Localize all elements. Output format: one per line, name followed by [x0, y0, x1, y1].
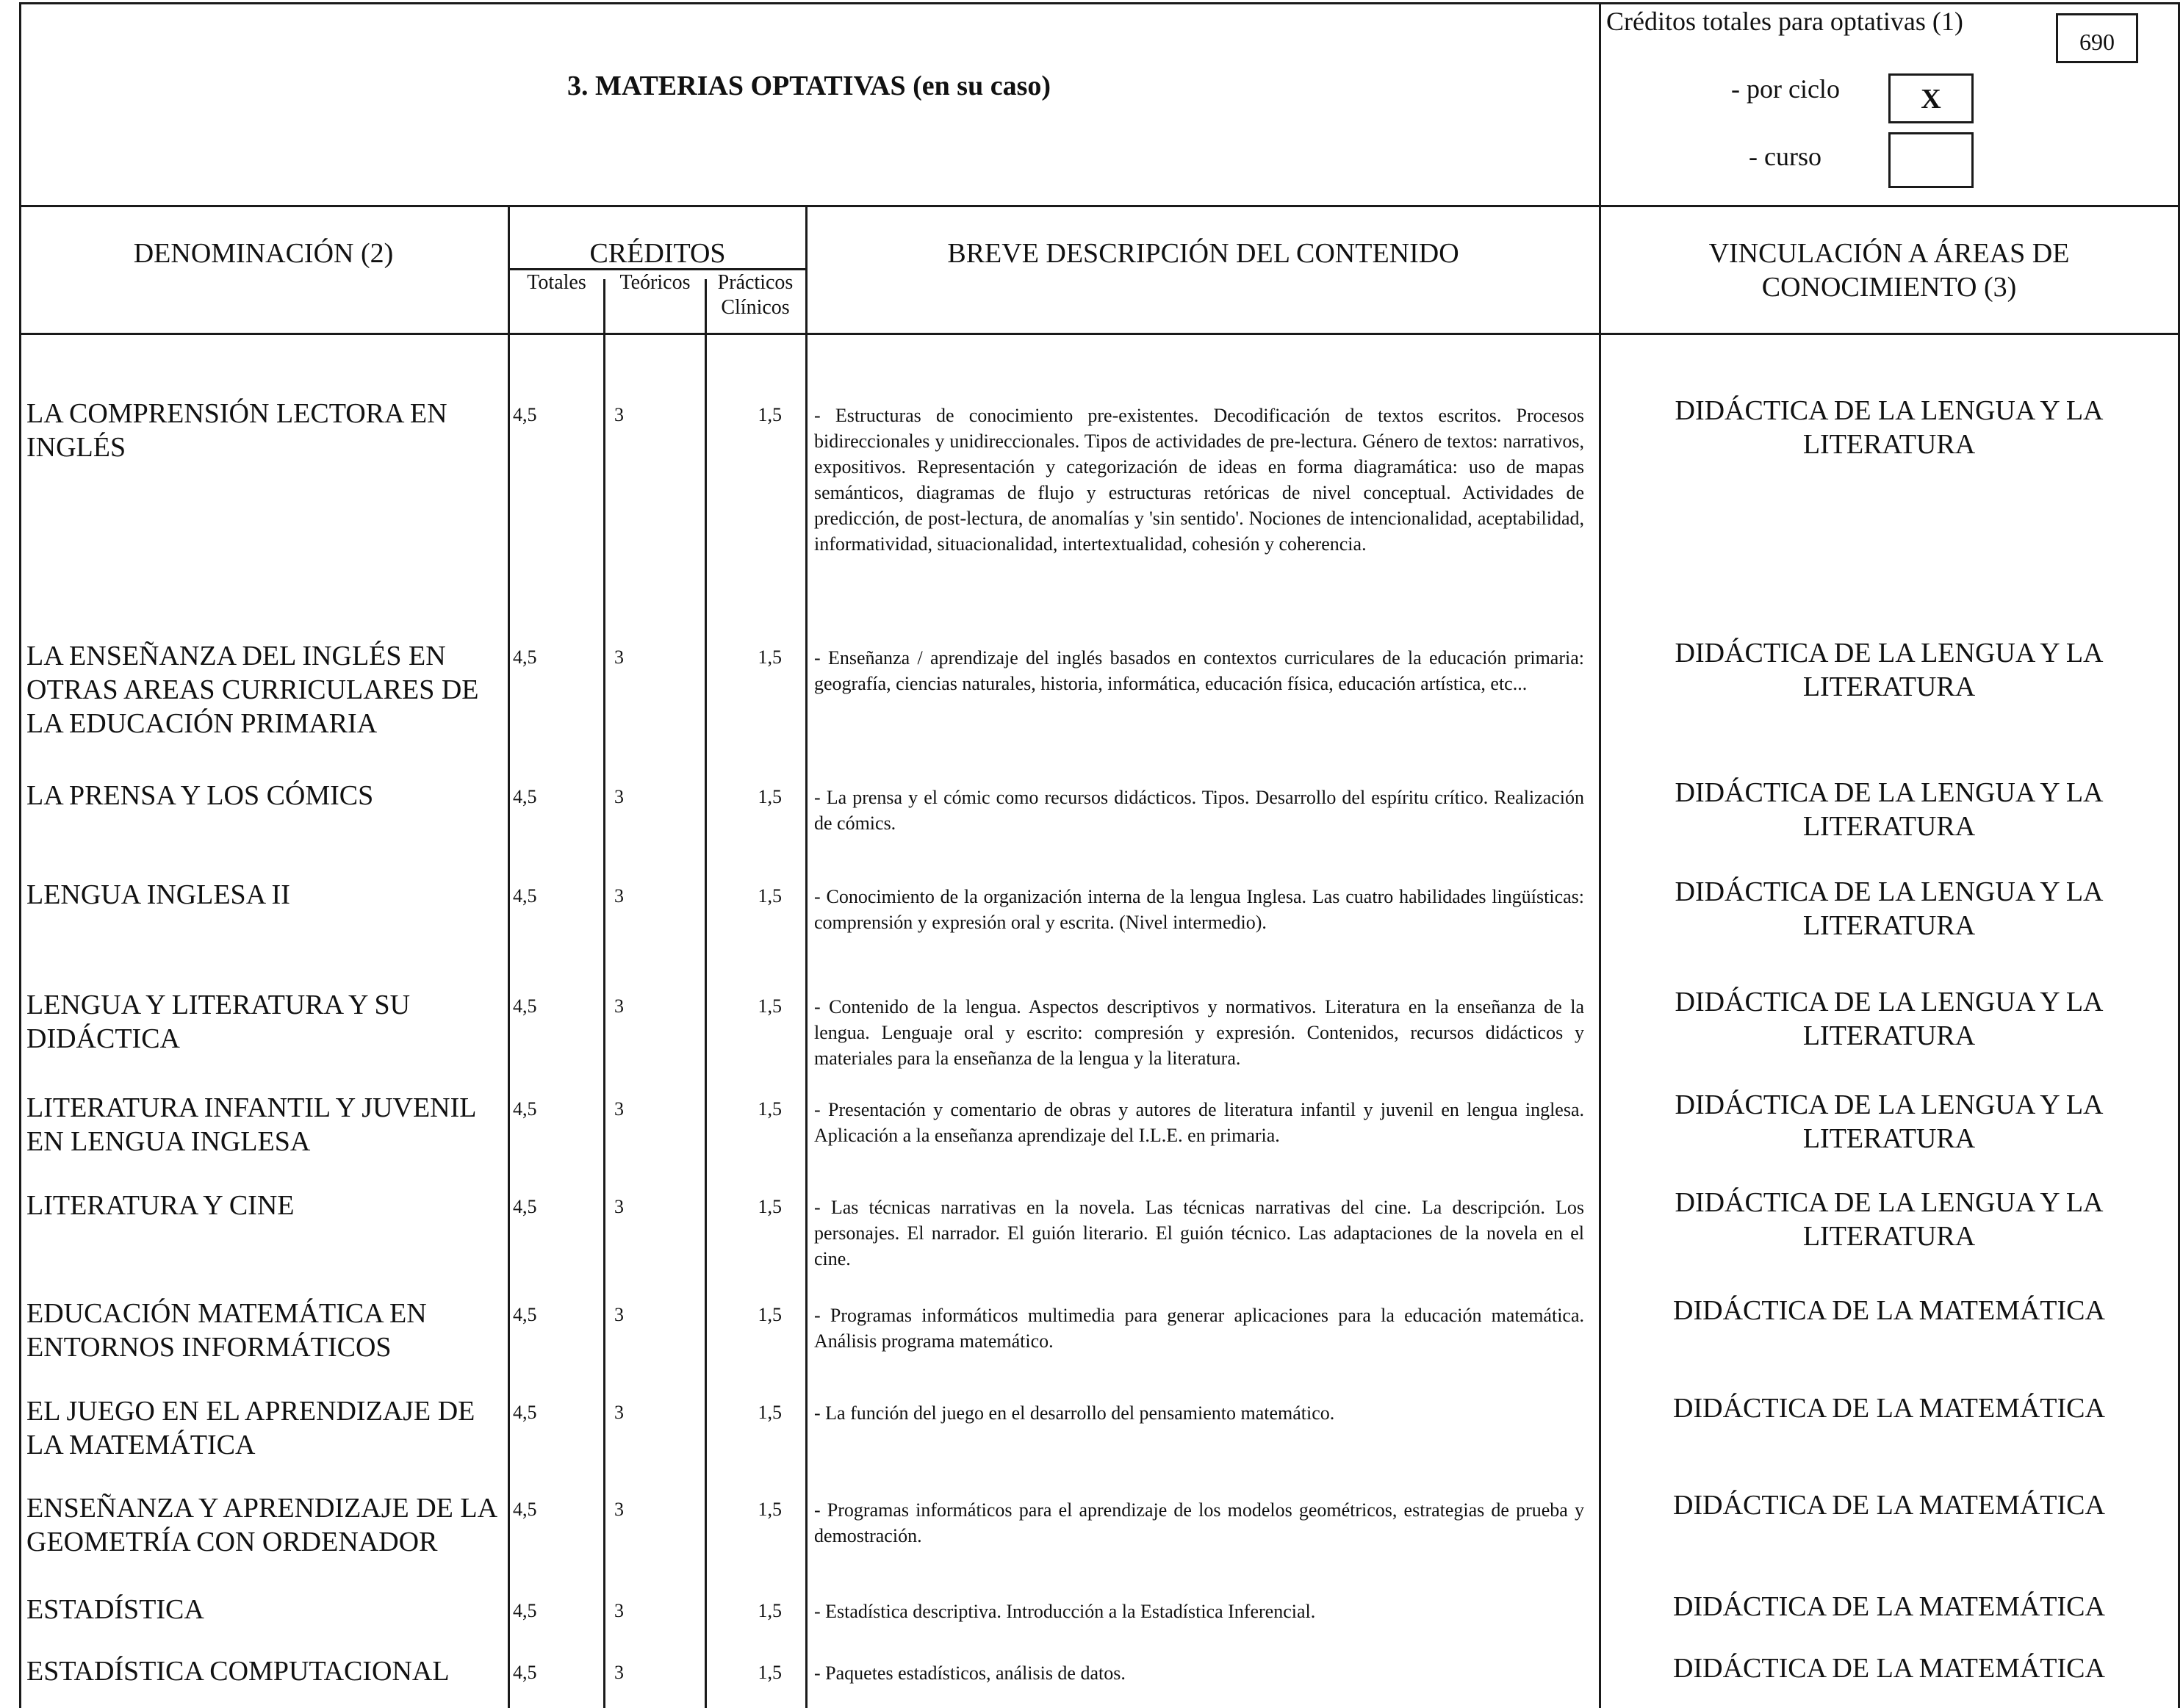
subject-description: - Programas informáticos para el aprendizaje de los modelos geométricos, estrategias de prueba y demostración.: [814, 1499, 1584, 1546]
knowledge-area: DIDÁCTICA DE LA MATEMÁTICA: [1673, 1295, 2105, 1326]
creditos-teoricos: 3: [614, 646, 624, 668]
subject-name: LA PRENSA Y LOS CÓMICS: [26, 780, 374, 811]
knowledge-area: DIDÁCTICA DE LA LENGUA Y LA LITERATURA: [1675, 987, 2104, 1051]
columns-divider: [19, 333, 2179, 335]
creditos-totales: 4,5: [513, 885, 537, 907]
creditos-teoricos: 3: [614, 786, 624, 807]
subject-name: LITERATURA Y CINE: [26, 1190, 295, 1221]
creditos-totales-label: Créditos totales para optativas (1): [1606, 7, 1963, 36]
creditos-practicos: 1,5: [758, 404, 782, 425]
col-vinculacion: VINCULACIÓN A ÁREAS DE CONOCIMIENTO (3): [1708, 238, 2070, 303]
col-creditos: CRÉDITOS: [589, 238, 726, 269]
creditos-practicos: 1,5: [758, 1098, 782, 1120]
creditos-teoricos: 3: [614, 1304, 624, 1325]
creditos-practicos: 1,5: [758, 1662, 782, 1683]
creditos-totales: 4,5: [513, 1600, 537, 1621]
creditos-practicos: 1,5: [758, 1196, 782, 1217]
curso-label: - curso: [1749, 142, 1821, 171]
creditos-practicos: 1,5: [758, 646, 782, 668]
creditos-totales: 4,5: [513, 1304, 537, 1325]
creditos-teoricos: 3: [614, 1402, 624, 1423]
curso-box: [1888, 132, 1974, 188]
por-ciclo-label: - por ciclo: [1731, 74, 1840, 104]
creditos-practicos: 1,5: [758, 786, 782, 807]
creditos-teoricos: 3: [614, 995, 624, 1017]
subject-description: - Programas informáticos multimedia para generar aplicaciones para la educación matemática. Análisis programa matemático.: [814, 1305, 1584, 1352]
creditos-totales: 4,5: [513, 1196, 537, 1217]
subject-name: LENGUA INGLESA II: [26, 879, 290, 910]
subject-description: - La función del juego en el desarrollo del pensamiento matemático.: [814, 1402, 1335, 1424]
creditos-practicos: 1,5: [758, 885, 782, 907]
creditos-totales: 4,5: [513, 1402, 537, 1423]
creditos-totales: 4,5: [513, 786, 537, 807]
col-descripcion: BREVE DESCRIPCIÓN DEL CONTENIDO: [947, 238, 1459, 269]
subject-description: - Paquetes estadísticos, análisis de datos.: [814, 1662, 1126, 1684]
creditos-totales: 4,5: [513, 1662, 537, 1683]
col-line-vinculacion-left: [1599, 2, 1601, 1708]
knowledge-area: DIDÁCTICA DE LA LENGUA Y LA LITERATURA: [1675, 1187, 2104, 1252]
creditos-totales: 4,5: [513, 404, 537, 425]
knowledge-area: DIDÁCTICA DE LA LENGUA Y LA LITERATURA: [1675, 777, 2104, 842]
creditos-practicos: 1,5: [758, 1600, 782, 1621]
subject-name: LITERATURA INFANTIL Y JUVENIL EN LENGUA INGLESA: [26, 1092, 476, 1157]
subject-description: - Estructuras de conocimiento pre-existentes. Decodificación de textos escritos. Procesos bidireccionales y unidireccionales. Tipos de actividades de pre-lectura. Género de textos: narrativos, expositivos. Representación y categorización de ideas en forma diagramática: uso de mapas semánticos, diagramas de flujo y estructuras retóricas de nivel conceptual. Actividades de predicción, de post-lectura, de anomalías y 'sin sentido'. Nociones de intencionalidad, aceptabilidad, informatividad, situacionalidad, intertextualidad, cohesión y coherencia.: [814, 405, 1584, 555]
subject-description: - Contenido de la lengua. Aspectos descriptivos y normativos. Literatura en la enseñanza de la lengua. Lenguaje oral y escrito: compresión y expresión. Contenidos, recursos didácticos y materiales para la enseñanza de la lengua y la literatura.: [814, 996, 1584, 1069]
subject-name: ESTADÍSTICA: [26, 1594, 204, 1625]
subject-description: - Conocimiento de la organización interna de la lengua Inglesa. Las cuatro habilidades lingüísticas: comprensión y expresión oral y escrita. (Nivel intermedio).: [814, 886, 1584, 933]
creditos-totales: 4,5: [513, 995, 537, 1017]
creditos-teoricos: 3: [614, 404, 624, 425]
header-divider: [19, 205, 2179, 207]
knowledge-area: DIDÁCTICA DE LA LENGUA Y LA LITERATURA: [1675, 876, 2104, 941]
subject-name: LENGUA Y LITERATURA Y SU DIDÁCTICA: [26, 990, 411, 1054]
subject-name: ENSEÑANZA Y APRENDIZAJE DE LA GEOMETRÍA CON ORDENADOR: [26, 1493, 496, 1557]
subject-name: EL JUEGO EN EL APRENDIZAJE DE LA MATEMÁTICA: [26, 1396, 475, 1460]
knowledge-area: DIDÁCTICA DE LA LENGUA Y LA LITERATURA: [1675, 1089, 2104, 1154]
creditos-totales: 4,5: [513, 1499, 537, 1520]
por-ciclo-box: [1888, 73, 1974, 123]
subject-description: - La prensa y el cómic como recursos didácticos. Tipos. Desarrollo del espíritu crítico. Realización de cómics.: [814, 787, 1584, 834]
creditos-teoricos: 3: [614, 1196, 624, 1217]
creditos-practicos: 1,5: [758, 1499, 782, 1520]
creditos-practicos: 1,5: [758, 995, 782, 1017]
creditos-totales-value: 690: [2079, 29, 2115, 55]
creditos-practicos: 1,5: [758, 1402, 782, 1423]
creditos-teoricos: 3: [614, 885, 624, 907]
col-line-creditos-left: [508, 205, 510, 1708]
subject-name: LA ENSEÑANZA DEL INGLÉS EN OTRAS AREAS CURRICULARES DE LA EDUCACIÓN PRIMARIA: [26, 641, 479, 739]
right-border: [2178, 2, 2180, 1708]
optativas-form: [19, 0, 2183, 1708]
creditos-teoricos: 3: [614, 1499, 624, 1520]
col-totales: Totales: [527, 271, 586, 294]
por-ciclo-value: X: [1921, 84, 1941, 115]
section-title: 3. MATERIAS OPTATIVAS (en su caso): [567, 71, 1051, 101]
subject-name: ESTADÍSTICA COMPUTACIONAL: [26, 1656, 450, 1687]
col-teoricos: Teóricos: [619, 271, 691, 294]
knowledge-area: DIDÁCTICA DE LA MATEMÁTICA: [1673, 1591, 2105, 1622]
creditos-totales: 4,5: [513, 646, 537, 668]
creditos-totales-box: [2056, 13, 2138, 63]
knowledge-area: DIDÁCTICA DE LA LENGUA Y LA LITERATURA: [1675, 395, 2104, 460]
creditos-teoricos: 3: [614, 1662, 624, 1683]
col-line-teoricos-left: [603, 279, 605, 1708]
knowledge-area: DIDÁCTICA DE LA MATEMÁTICA: [1673, 1490, 2105, 1521]
subject-description: - Estadística descriptiva. Introducción a la Estadística Inferencial.: [814, 1601, 1316, 1622]
col-line-descripcion-left: [805, 205, 808, 1708]
subject-description: - Enseñanza / aprendizaje del inglés basados en contextos curriculares de la educación primaria: geografía, ciencias naturales, historia, informática, educación física, educación artística, etc...: [814, 647, 1584, 694]
col-line-practicos-left: [705, 279, 707, 1708]
knowledge-area: DIDÁCTICA DE LA LENGUA Y LA LITERATURA: [1675, 638, 2104, 702]
top-border: [19, 2, 2179, 4]
creditos-teoricos: 3: [614, 1098, 624, 1120]
creditos-practicos: 1,5: [758, 1304, 782, 1325]
subject-name: EDUCACIÓN MATEMÁTICA EN ENTORNOS INFORMÁTICOS: [26, 1298, 427, 1363]
knowledge-area: DIDÁCTICA DE LA MATEMÁTICA: [1673, 1393, 2105, 1424]
knowledge-area: DIDÁCTICA DE LA MATEMÁTICA: [1673, 1653, 2105, 1684]
subject-description: - Presentación y comentario de obras y autores de literatura infantil y juvenil en lengua inglesa. Aplicación a la enseñanza aprendizaje del I.L.E. en primaria.: [814, 1099, 1584, 1146]
col-practicos: Prácticos Clínicos: [717, 271, 794, 319]
col-denominacion: DENOMINACIÓN (2): [133, 238, 394, 269]
subject-name: LA COMPRENSIÓN LECTORA EN INGLÉS: [26, 398, 447, 463]
creditos-totales: 4,5: [513, 1098, 537, 1120]
creditos-teoricos: 3: [614, 1600, 624, 1621]
subject-description: - Las técnicas narrativas en la novela. Las técnicas narrativas del cine. La descripción. Los personajes. El narrador. El guión literario. El guión técnico. Las adaptaciones de la novela en el cine.: [814, 1197, 1584, 1269]
